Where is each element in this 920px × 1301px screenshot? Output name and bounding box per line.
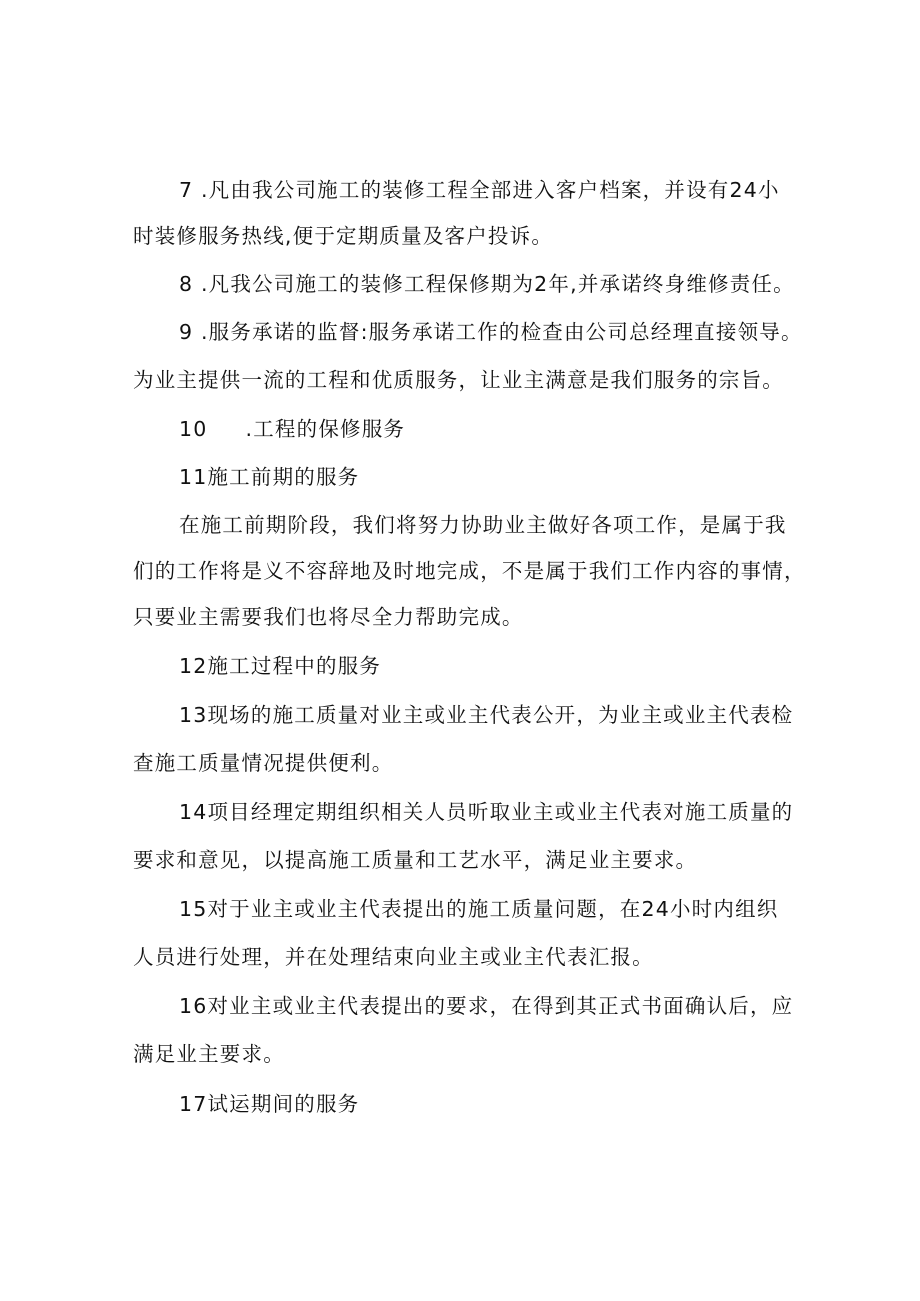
paragraph-9-line-2: 为业主提供一流的工程和优质服务，让业主满意是我们服务的宗旨。 [133,368,784,392]
paragraph-pre-construction-line-2: 们的工作将是义不容辞地及时地完成，不是属于我们工作内容的事情， [133,559,806,583]
paragraph-9-line-1: 9 .服务承诺的监督:服务承诺工作的检查由公司总经理直接领导。 [179,320,803,344]
paragraph-15-line-2: 人员进行处理，并在处理结束向业主或业主代表汇报。 [133,945,654,969]
heading-12: 12施工过程中的服务 [179,654,382,678]
paragraph-16-line-2: 满足业主要求。 [133,1042,285,1066]
heading-17: 17试运期间的服务 [179,1092,360,1116]
paragraph-14-line-2: 要求和意见，以提高施工质量和工艺水平，满足业主要求。 [133,848,698,872]
paragraph-7-line-1: 7 .凡由我公司施工的装修工程全部进入客户档案，并设有24小 [179,178,780,202]
paragraph-10 [179,415,405,443]
paragraph-pre-construction-line-1: 在施工前期阶段，我们将努力协助业主做好各项工作，是属于我 [179,513,787,537]
paragraph-7-line-2: 时装修服务热线,便于定期质量及客户投诉。 [133,224,554,248]
paragraph-16-line-1: 16对业主或业主代表提出的要求，在得到其正式书面确认后，应 [179,994,794,1018]
paragraph-pre-construction-line-3: 只要业主需要我们也将尽全力帮助完成。 [133,605,524,629]
paragraph-15-line-1: 15对于业主或业主代表提出的施工质量问题，在24小时内组织 [179,897,779,921]
paragraph-14-line-1: 14项目经理定期组织相关人员听取业主或业主代表对施工质量的 [179,800,794,824]
paragraph-13-line-2: 查施工质量情况提供便利。 [133,751,394,775]
paragraph-8: 8 .凡我公司施工的装修工程保修期为2年,并承诺终身维修责任。 [179,272,795,296]
paragraph-13-line-1: 13现场的施工质量对业主或业主代表公开，为业主或业主代表检 [179,703,794,727]
paragraph-10-text: .工程的保修服务 [245,417,406,441]
heading-11: 11施工前期的服务 [179,465,360,489]
paragraph-10-number: 10 [179,417,208,441]
